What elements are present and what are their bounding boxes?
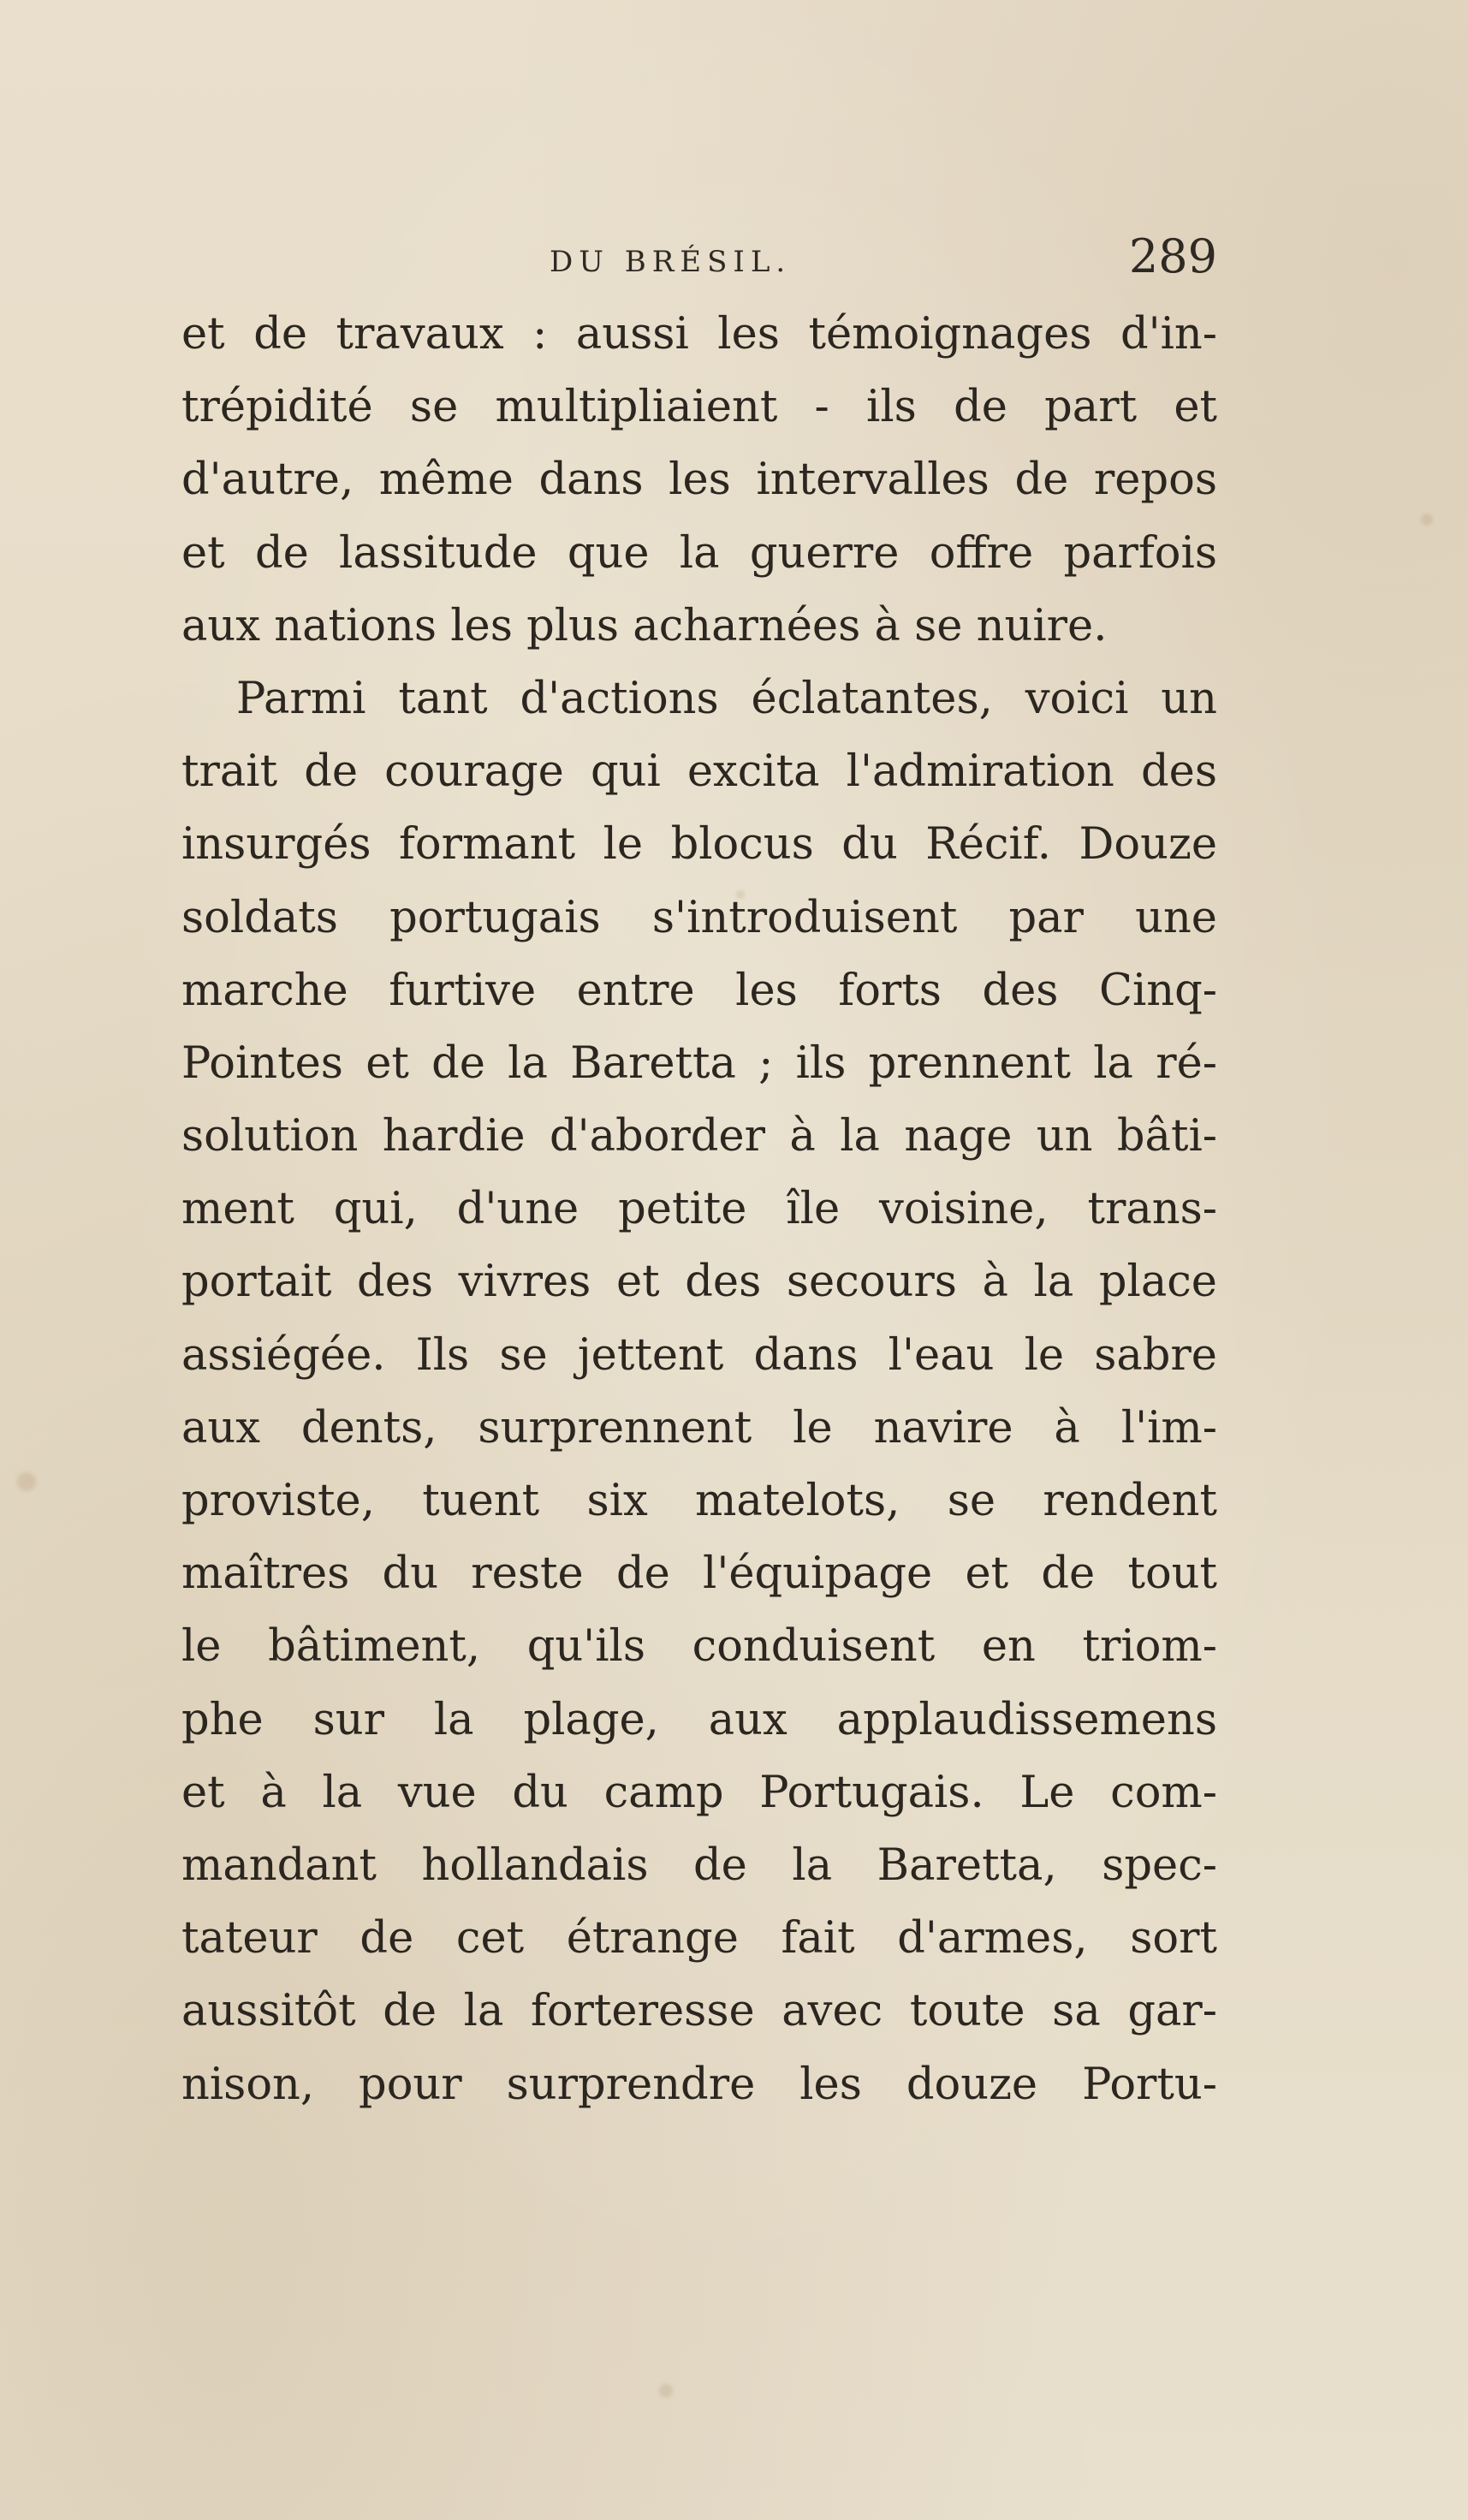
body-text	[181, 298, 1217, 2121]
text-line: d'autre, même dans les intervalles de repos	[181, 455, 1217, 506]
text-line: et de lassitude que la guerre offre parfois	[181, 527, 1217, 579]
text-line: mandant hollandais de la Baretta, spec-	[181, 1839, 1217, 1891]
text-line: le bâtiment, qu'ils conduisent en triom-	[181, 1621, 1217, 1673]
text-line: marche furtive entre les forts des Cinq-	[181, 965, 1217, 1016]
text-line: Parmi tant d'actions éclatantes, voici un	[236, 673, 1217, 724]
foxing-spot	[1421, 514, 1433, 526]
text-line: nison, pour surprendre les douze Portu-	[181, 2059, 1217, 2110]
text-line: soldats portugais s'introduisent par une	[181, 892, 1217, 943]
running-title: DU BRÉSIL.	[550, 245, 792, 279]
text-line: aux dents, surprennent le navire à l'im-	[181, 1402, 1217, 1453]
foxing-spot	[17, 1472, 36, 1491]
text-line: portait des vivres et des secours à la place	[181, 1257, 1217, 1308]
text-line: solution hardie d'aborder à la nage un bâti-	[181, 1111, 1217, 1162]
text-line: phe sur la plage, aux applaudissemens	[181, 1694, 1217, 1745]
text-line: ment qui, d'une petite île voisine, trans-	[181, 1184, 1217, 1235]
text-line: trait de courage qui excita l'admiration des	[181, 746, 1217, 798]
text-line: et de travaux : aussi les témoignages d'in-	[181, 309, 1217, 360]
text-line: proviste, tuent six matelots, se rendent	[181, 1476, 1217, 1526]
foxing-spot	[659, 2384, 673, 2398]
page-number: 289	[1128, 229, 1217, 283]
text-line: Pointes et de la Baretta ; ils prennent la ré-	[181, 1037, 1217, 1089]
page-header	[181, 229, 1217, 289]
text-line: assiégée. Ils se jettent dans l'eau le sabre	[181, 1329, 1217, 1381]
text-line: insurgés formant le blocus du Récif. Douze	[181, 819, 1217, 871]
text-line: aussitôt de la forteresse avec toute sa gar-	[181, 1986, 1217, 2037]
text-line: tateur de cet étrange fait d'armes, sort	[181, 1913, 1217, 1964]
text-line: trépidité se multipliaient - ils de part et	[181, 382, 1217, 433]
text-line: aux nations les plus acharnées à se nuire.	[181, 600, 1108, 651]
text-line: maîtres du reste de l'équipage et de tout	[181, 1548, 1217, 1600]
text-line: et à la vue du camp Portugais. Le com-	[181, 1767, 1217, 1818]
